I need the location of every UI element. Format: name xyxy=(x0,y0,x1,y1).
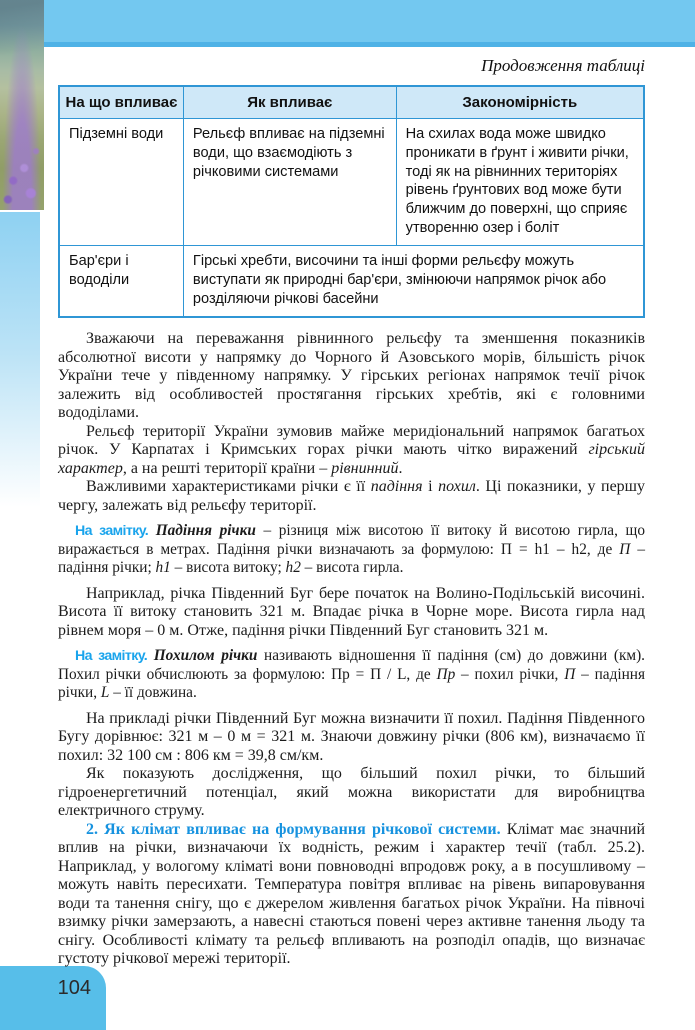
term-fall: падіння xyxy=(370,478,423,496)
table-header-row xyxy=(59,86,644,119)
formula-symbol: h1 xyxy=(155,559,171,577)
note-term: Падіння річки xyxy=(155,522,256,540)
table-row xyxy=(59,246,644,318)
formula-symbol: П xyxy=(619,540,631,558)
content-column xyxy=(58,54,645,969)
term-mountain-character: гірський характер xyxy=(58,441,645,477)
text-run: – падіння річки; xyxy=(58,540,645,577)
table-header-pattern: Закономірність xyxy=(396,86,644,119)
text-run: . Ці показники, у першу чергу, залежать від рельєфу території. xyxy=(58,478,646,514)
term-plain-character: рівнинний xyxy=(331,459,399,477)
text-run: Рельєф території України зумовив майже меридіональний напрямок багатьох річок. У Карпатах і Кримських горах річки мають чітко виражений xyxy=(58,422,645,459)
table-continuation-label: Продовження таблиці xyxy=(481,56,645,75)
text-run: називають відношення її падіння (см) до довжини (км). Похил річки обчислюють за формулою: Пр = П / L, де xyxy=(58,647,645,683)
text-run: – висота витоку; xyxy=(170,559,286,577)
page-number-badge xyxy=(0,966,106,1030)
top-band xyxy=(44,0,695,42)
text-run: і xyxy=(422,478,439,496)
text-run: , а на решті території країни – xyxy=(122,459,332,477)
paragraph-meridional xyxy=(58,423,645,479)
note-label: На замітку. xyxy=(75,648,148,665)
table-header-how: Як впливає xyxy=(183,86,396,119)
paragraph-slope-calculation: На прикладі річки Південний Буг можна визначити її похил. Падіння Південного Бугу дорівнює: 321 м – 0 м = 321 м. Знаючи довжину річки (806 км), визначаємо її похил: 32 100 см : 806 км = 39,8 см/км. xyxy=(58,709,645,764)
paragraph-relief-direction: Зважаючи на переважання рівнинного рельєфу та зменшення показників абсолютної висоти у напрямку до Чорного й Азовського морів, більшість річок України тече у південному напрямку. У гірських регіонах напрямок течії річок залежить від особливостей простягання гірських хребтів, які є головними вододілами. xyxy=(58,330,645,422)
formula-symbol: h2 xyxy=(285,559,301,577)
text-run: – падіння річки, xyxy=(58,665,646,702)
note-term: Похилом річки xyxy=(153,647,258,665)
term-slope: похил xyxy=(438,478,476,496)
formula-symbol: Пр xyxy=(436,665,456,683)
mountain-crocus-photo xyxy=(0,0,44,210)
relief-influence-table xyxy=(58,85,645,318)
text-run: – висота гирла. xyxy=(300,559,404,577)
text-run: – похил річки, xyxy=(455,665,565,683)
text-run: Важливими характеристиками річки є її xyxy=(86,478,371,496)
paragraph-pivdennyi-buh-fall: Наприклад, річка Південний Буг бере початок на Волино-Подільській височині. Висота її витоку становить 321 м. Впадає річка в Чорне море. Висота гирла над рівнем моря – 0 м. Отже, падіння річки Південний Буг становить 321 м. xyxy=(58,584,645,639)
text-run: . xyxy=(398,459,403,477)
text-run: – її довжина. xyxy=(109,684,197,702)
table-header-what: На що впливає xyxy=(59,86,183,119)
note-river-slope xyxy=(58,647,645,703)
table-cell-groundwater-how: Рельєф впливає на підземні води, що взаємодіють з річковими системами xyxy=(183,119,396,246)
table-row xyxy=(59,119,644,246)
note-label: На замітку. xyxy=(75,523,149,540)
paragraph-climate-section xyxy=(58,821,645,969)
paragraph-hydropower: Як показують дослідження, що більший похил річки, то більший гідроенергетичний потенціал, який можна використати для виробництва електричного струму. xyxy=(58,765,645,820)
formula-symbol: П xyxy=(564,665,576,683)
left-margin-strip xyxy=(0,212,40,507)
page-number: 104 xyxy=(57,977,91,999)
section-heading-climate: 2. Як клімат впливає на формування річкової системи. xyxy=(86,820,501,838)
top-band-stripe xyxy=(44,42,695,47)
note-river-fall xyxy=(58,522,645,578)
table-cell-groundwater: Підземні води xyxy=(59,119,183,246)
table-cell-barriers-description: Гірські хребти, височини та інші форми рельєфу можуть виступати як природні бар'єри, змінюючи напрямок річок або розділяючи річкові басейни xyxy=(183,246,644,318)
formula-symbol: L xyxy=(100,684,110,702)
table-cell-barriers: Бар'єри і вододіли xyxy=(59,246,183,318)
text-run: Клімат має значний вплив на річки, визначаючи їх водність, режим і характер течії (табл. 25.2). Наприклад, у вологому кліматі вони повноводні впродовж року, а в посушливому – можуть навіть пересихати. Температура повітря впливає на рівень випаровування води та танення снігу, що є джерелом живлення багатьох річок України. На півночі взимку річки замерзають, а навесні стаються повені через активне танення льоду та снігу. Особливості клімату та рельєф впливають на розподіл опадів, що визначає густоту річкової мережі території. xyxy=(58,820,646,968)
paragraph-characteristics xyxy=(58,478,645,515)
text-run: – різниця між висотою її витоку й висотою гирла, що виражається в метрах. Падіння річки визначають за формулою: П = h1 – h2, де xyxy=(58,522,645,558)
table-cell-groundwater-pattern: На схилах вода може швидко проникати в ґрунт і живити річки, тоді як на рівнинних територіях рівень ґрунтових вод може бути ближчим до поверхні, що сприяє утворенню озер і боліт xyxy=(396,119,644,246)
